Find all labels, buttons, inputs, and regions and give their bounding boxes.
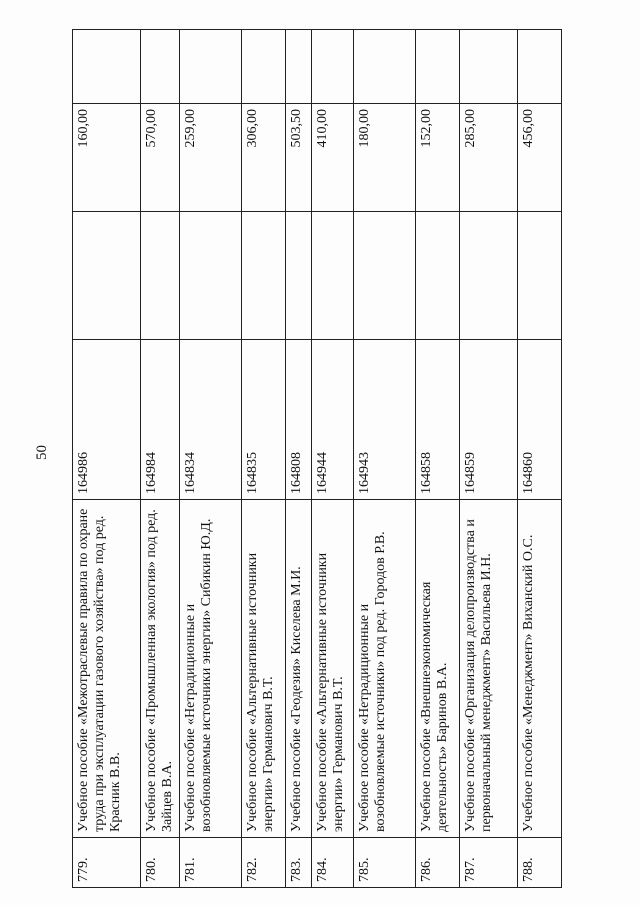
row-empty-cell (180, 212, 242, 340)
row-code: 164859 (460, 340, 518, 500)
row-price: 152,00 (416, 104, 460, 212)
table-row (141, 30, 180, 888)
row-last-cell (242, 30, 286, 104)
row-code: 164858 (416, 340, 460, 500)
row-last-cell (354, 30, 416, 104)
row-price: 306,00 (242, 104, 286, 212)
page-number: 50 (34, 445, 50, 460)
row-price: 285,00 (460, 104, 518, 212)
row-price: 160,00 (73, 104, 141, 212)
row-last-cell (460, 30, 518, 104)
row-empty-cell (242, 212, 286, 340)
row-last-cell (180, 30, 242, 104)
row-price: 570,00 (141, 104, 180, 212)
row-number: 781. (180, 838, 242, 888)
row-code: 164986 (73, 340, 141, 500)
row-empty-cell (518, 212, 562, 340)
row-number: 780. (141, 838, 180, 888)
row-last-cell (286, 30, 312, 104)
table-row (286, 30, 312, 888)
table-row (180, 30, 242, 888)
row-last-cell (312, 30, 354, 104)
row-number: 779. (73, 838, 141, 888)
row-price: 259,00 (180, 104, 242, 212)
row-title: Учебное пособие «Геодезия» Киселева М.И. (286, 500, 312, 838)
row-number: 788. (518, 838, 562, 888)
row-code: 164943 (354, 340, 416, 500)
row-empty-cell (354, 212, 416, 340)
table-row (460, 30, 518, 888)
row-price: 180,00 (354, 104, 416, 212)
price-table (72, 29, 562, 888)
row-title: Учебное пособие «Альтернативные источники энергии» Германович В.Т. (242, 500, 286, 838)
row-empty-cell (416, 212, 460, 340)
row-empty-cell (73, 212, 141, 340)
row-title: Учебное пособие «Организация делопроизводства и первоначальный менеджмент» Васильева И.Н. (460, 500, 518, 838)
row-title: Учебное пособие «Нетрадиционные и возобновляемые источники энергии» Сибикин Ю.Д. (180, 500, 242, 838)
row-title: Учебное пособие «Альтернативные источники энергии» Германович В.Т. (312, 500, 354, 838)
row-number: 783. (286, 838, 312, 888)
row-last-cell (416, 30, 460, 104)
row-title: Учебное пособие «Внешнеэкономическая деятельность» Баринов В.А. (416, 500, 460, 838)
row-last-cell (141, 30, 180, 104)
row-code: 164860 (518, 340, 562, 500)
row-price: 410,00 (312, 104, 354, 212)
row-code: 164834 (180, 340, 242, 500)
row-title: Учебное пособие «Промышленная экология» под ред. Зайцев В.А. (141, 500, 180, 838)
table-row (518, 30, 562, 888)
row-code: 164984 (141, 340, 180, 500)
table-row (242, 30, 286, 888)
row-code: 164808 (286, 340, 312, 500)
row-number: 785. (354, 838, 416, 888)
row-empty-cell (460, 212, 518, 340)
table-row (73, 30, 141, 888)
row-price: 456,00 (518, 104, 562, 212)
table-row (416, 30, 460, 888)
row-title: Учебное пособие «Менеджмент» Виханский О.С. (518, 500, 562, 838)
row-empty-cell (312, 212, 354, 340)
row-title: Учебное пособие «Нетрадиционные и возобновляемые источники» под ред. Городов Р.В. (354, 500, 416, 838)
price-table-body (73, 30, 562, 888)
row-number: 786. (416, 838, 460, 888)
row-title: Учебное пособие «Межотраслевые правила по охране труда при эксплуатации газового хозяйства» под ред. Красник В.В. (73, 500, 141, 838)
row-code: 164944 (312, 340, 354, 500)
table-row (354, 30, 416, 888)
row-code: 164835 (242, 340, 286, 500)
row-number: 782. (242, 838, 286, 888)
row-number: 787. (460, 838, 518, 888)
row-number: 784. (312, 838, 354, 888)
row-empty-cell (286, 212, 312, 340)
rotated-document-page (34, 28, 592, 888)
row-empty-cell (141, 212, 180, 340)
row-last-cell (73, 30, 141, 104)
row-price: 503,50 (286, 104, 312, 212)
row-last-cell (518, 30, 562, 104)
table-row (312, 30, 354, 888)
